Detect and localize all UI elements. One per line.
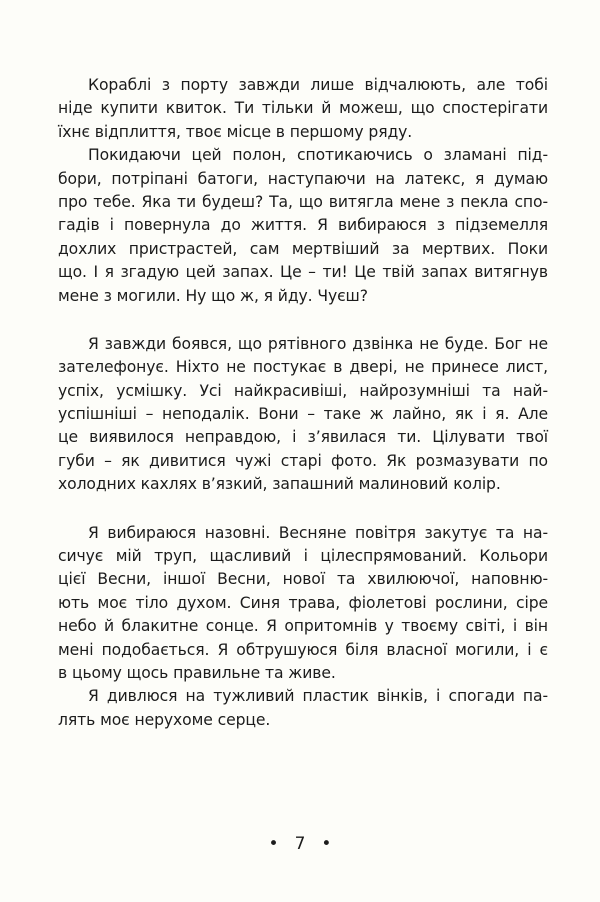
text-line: мене з могили. Ну що ж, я йду. Чуєш? bbox=[58, 286, 368, 305]
paragraph bbox=[58, 522, 548, 686]
paragraph bbox=[58, 74, 548, 144]
text-line: ніде купити квиток. Ти тільки й можеш, що спостерігати bbox=[58, 99, 548, 118]
text-line: Я завжди боявся, що рятівного дзвінка не буде. Бог не bbox=[88, 334, 548, 353]
text-line: в цьому щось правильне та живе. bbox=[58, 663, 336, 682]
text-line: лять моє нерухоме серце. bbox=[58, 710, 271, 729]
text-line: сичує мій труп, щасливий і цілеспрямований. Кольори bbox=[58, 547, 548, 566]
text-line: гадів і повернула до життя. Я вибираюся з підземелля bbox=[58, 216, 548, 235]
text-line: дохлих пристрастей, сам мертвіший за мертвих. Поки bbox=[58, 239, 548, 258]
paragraph-gap bbox=[58, 497, 548, 522]
paragraph bbox=[58, 685, 548, 732]
text-line: цієї Весни, іншої Весни, нової та хвилюючої, наповню- bbox=[58, 570, 548, 589]
paragraph bbox=[58, 333, 548, 497]
text-line: їхнє відплиття, твоє місце в першому ряду. bbox=[58, 122, 413, 141]
page-number-value: 7 bbox=[294, 834, 306, 854]
text-line: небо й блакитне сонце. Я опритомнів у твоєму світі, і він bbox=[58, 617, 548, 636]
text-line: бори, потріпані батоги, наступаючи на латекс, я думаю bbox=[58, 169, 548, 188]
text-line: Я дивлюся на тужливий пластик вінків, і спогади па- bbox=[88, 687, 548, 706]
text-line: мені подобається. Я обтрушуюся біля власної могили, і є bbox=[58, 640, 548, 659]
text-line: про тебе. Яка ти будеш? Та, що витягла мене з пекла спо- bbox=[58, 192, 548, 211]
text-line: успішніші – неподалік. Вони – таке ж лайно, як і я. Але bbox=[58, 405, 548, 424]
paragraph bbox=[58, 144, 548, 308]
text-line: холодних кахлях в’язкий, запашний малиновий колір. bbox=[58, 475, 501, 494]
text-line: губи – як дивитися чужі старі фото. Як розмазувати по bbox=[58, 451, 548, 470]
text-line: ють моє тіло духом. Синя трава, фіолетові рослини, сіре bbox=[58, 593, 548, 612]
paragraph-gap bbox=[58, 308, 548, 333]
text-line: зателефонує. Ніхто не постукає в двері, не принесе лист, bbox=[58, 358, 548, 377]
text-line: Покидаючи цей полон, спотикаючись о зламані під- bbox=[88, 146, 548, 165]
text-line: Кораблі з порту завжди лише відчалюють, але тобі bbox=[88, 76, 548, 94]
text-line: це виявилося неправдою, і з’явилася ти. Цілувати твої bbox=[58, 428, 548, 447]
page-body bbox=[58, 74, 548, 732]
text-line: що. І я згадую цей запах. Це – ти! Це твій запах витягнув bbox=[58, 263, 548, 282]
bullet-right: • bbox=[321, 834, 332, 854]
bullet-left: • bbox=[268, 834, 279, 854]
text-line: Я вибираюся назовні. Весняне повітря закутує та на- bbox=[88, 523, 548, 542]
page-number bbox=[0, 834, 600, 854]
text-line: успіх, усмішку. Усі найкрасивіші, найрозумніші та най- bbox=[58, 381, 548, 400]
